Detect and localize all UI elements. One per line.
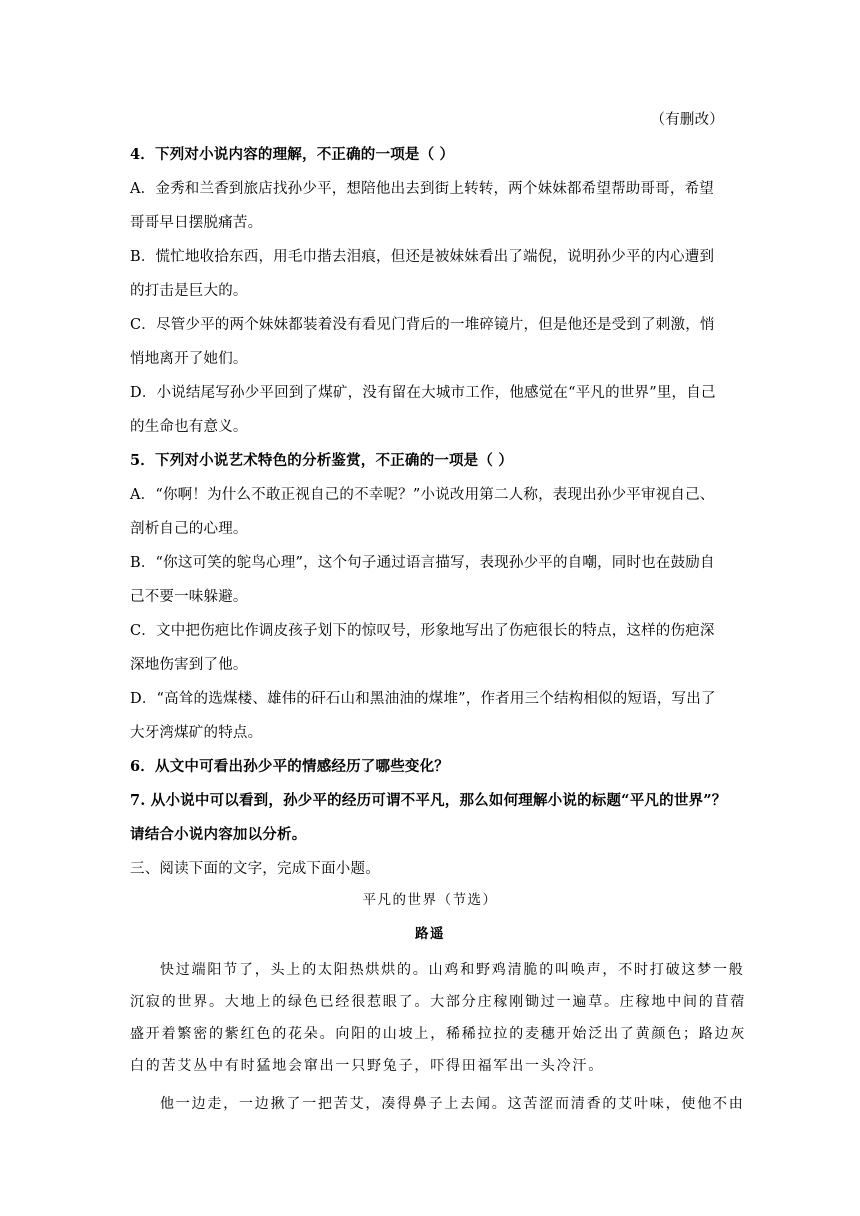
question-4-option-a-line2: 哥哥早日摆脱痛苦。 (130, 215, 263, 231)
passage-paragraph-2-line1: 他一边走，一边揪了一把苦艾，凑得鼻子上去闻。这苦涩而清香的艾叶味，使他不由 (160, 1096, 745, 1112)
passage-paragraph-1-line4: 白的苦艾丛中有时猛地会窜出一只野兔子，吓得田福军出一头冷汗。 (130, 1058, 604, 1074)
question-4-option-b-line2: 的打击是巨大的。 (130, 283, 248, 299)
question-4-option-a-line1: A．金秀和兰香到旅店找孙少平，想陪他出去到街上转转，两个妹妹都希望帮助哥哥，希望 (130, 181, 714, 197)
question-5-stem: 5．下列对小说艺术特色的分析鉴赏，不正确的一项是（ ） (130, 452, 514, 469)
question-5-option-d-line1: D．“高耸的选煤楼、雄伟的矸石山和黑油油的煤堆”，作者用三个结构相似的短语，写出了 (130, 691, 716, 707)
question-5-option-a-line1: A．“你啊！为什么不敢正视自己的不幸呢？”小说改用第二人称，表现出孙少平审视自己、 (130, 487, 715, 503)
question-4-option-d-line2: 的生命也有意义。 (130, 419, 248, 435)
question-4-option-d-line1: D．小说结尾写孙少平回到了煤矿，没有留在大城市工作，他感觉在“平凡的世界”里，自己 (130, 385, 716, 401)
question-7-line1: 7. 从小说中可以看到，孙少平的经历可谓不平凡，那么如何理解小说的标题“平凡的世界”？ (130, 792, 727, 809)
source-note: （有删改） (650, 112, 724, 128)
question-5-option-b-line2: 己不要一味躲避。 (130, 589, 248, 605)
passage-author: 路遥 (415, 926, 445, 942)
question-4-option-c-line2: 悄地离开了她们。 (130, 351, 248, 367)
question-4-stem: 4．下列对小说内容的理解，不正确的一项是（ ） (130, 146, 455, 163)
question-5-option-a-line2: 剖析自己的心理。 (130, 521, 248, 537)
question-5-option-d-line2: 大牙湾煤矿的特点。 (130, 725, 263, 741)
question-6: 6．从文中可看出孙少平的情感经历了哪些变化？ (130, 758, 449, 775)
question-4-option-c-line1: C．尽管少平的两个妹妹都装着没有看见门背后的一堆碎镜片，但是他还是受到了刺激，悄 (130, 317, 715, 333)
question-5-option-b-line1: B．“你这可笑的鸵鸟心理”，这个句子通过语言描写，表现孙少平的自嘲，同时也在鼓励自 (130, 555, 715, 571)
passage-paragraph-1-line2: 沉寂的世界。大地上的绿色已经很惹眼了。大部分庄稼刚锄过一遍草。庄稼地中间的苜蓿 (130, 994, 747, 1010)
passage-title: 平凡的世界（节选） (362, 892, 498, 908)
question-4-option-b-line1: B．慌忙地收拾东西，用毛巾揩去泪痕，但还是被妹妹看出了端倪，说明孙少平的内心遭到 (130, 249, 715, 265)
section-3-heading: 三、阅读下面的文字，完成下面小题。 (130, 861, 380, 877)
question-7-line2: 请结合小说内容加以分析。 (130, 826, 307, 843)
question-5-option-c-line1: C．文中把伤疤比作调皮孩子划下的惊叹号，形象地写出了伤疤很长的特点，这样的伤疤深 (130, 623, 715, 639)
question-5-option-c-line2: 深地伤害到了他。 (130, 657, 248, 673)
passage-paragraph-1-line3: 盛开着繁密的紫红色的花朵。向阳的山坡上，稀稀拉拉的麦穗开始泛出了黄颜色；路边灰 (130, 1026, 747, 1042)
passage-paragraph-1-line1: 快过端阳节了，头上的太阳热烘烘的。山鸡和野鸡清脆的叫唤声，不时打破这梦一般 (160, 962, 745, 978)
